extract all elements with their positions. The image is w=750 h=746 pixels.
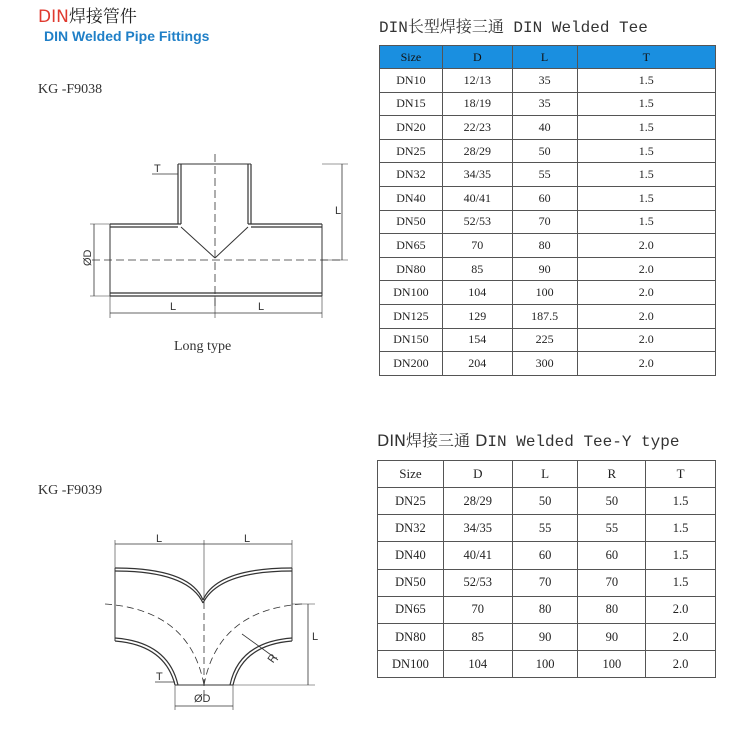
table-row xyxy=(378,623,716,650)
table-row xyxy=(380,281,716,305)
table-cell: 104 xyxy=(442,281,512,305)
table-cell: 90 xyxy=(512,623,578,650)
table-cell: 1.5 xyxy=(577,186,715,210)
table-cell: 40 xyxy=(512,116,577,140)
label-t-y: T xyxy=(156,671,163,683)
table-cell: 1.5 xyxy=(646,488,716,515)
label-l-vertical: L xyxy=(335,205,342,217)
caption-long-type: Long type xyxy=(174,339,232,354)
column-header-r: R xyxy=(578,461,646,488)
table-row xyxy=(380,116,716,140)
table2-title-cn: DIN焊接三通 D xyxy=(377,431,488,450)
table-cell: 28/29 xyxy=(443,488,512,515)
table2-title xyxy=(377,428,679,451)
product-code-f9039: KG -F9039 xyxy=(38,483,103,498)
table-cell: 104 xyxy=(443,651,512,678)
long-tee-drawing xyxy=(70,150,360,325)
table-cell: DN65 xyxy=(378,596,444,623)
table-cell: 40/41 xyxy=(443,542,512,569)
y-tee-drawing xyxy=(100,530,330,715)
table-cell: 22/23 xyxy=(442,116,512,140)
table-cell: 85 xyxy=(443,623,512,650)
table-cell: 1.5 xyxy=(577,139,715,163)
table-cell: 60 xyxy=(512,542,578,569)
column-header-t: T xyxy=(577,46,715,69)
table-cell: DN80 xyxy=(378,623,444,650)
table1-title-prefix: DIN xyxy=(379,19,408,37)
table-cell: 187.5 xyxy=(512,304,577,328)
table-cell: 2.0 xyxy=(577,352,715,376)
table-cell: 70 xyxy=(578,569,646,596)
table-cell: 85 xyxy=(442,257,512,281)
table-cell: DN32 xyxy=(380,163,443,187)
table-cell: 1.5 xyxy=(577,116,715,140)
din-welded-tee-y-table xyxy=(377,460,716,678)
label-l-left: L xyxy=(170,301,177,313)
table-cell: 70 xyxy=(442,234,512,258)
table-row xyxy=(378,651,716,678)
column-header-t: T xyxy=(646,461,716,488)
table-row xyxy=(380,352,716,376)
table-row xyxy=(380,328,716,352)
table-cell: DN50 xyxy=(380,210,443,234)
table-cell: 70 xyxy=(512,210,577,234)
table-cell: 154 xyxy=(442,328,512,352)
table1-header-row xyxy=(380,46,716,69)
table-cell: DN15 xyxy=(380,92,443,116)
column-header-l: L xyxy=(512,461,578,488)
table-cell: 80 xyxy=(512,234,577,258)
table-row xyxy=(380,234,716,258)
table-cell: 1.5 xyxy=(577,163,715,187)
table-cell: 1.5 xyxy=(577,210,715,234)
label-l-y-vertical: L xyxy=(312,631,319,643)
table2-title-en: IN Welded Tee-Y type xyxy=(487,433,680,451)
label-l-right: L xyxy=(258,301,265,313)
table-cell: 2.0 xyxy=(577,328,715,352)
table-cell: 28/29 xyxy=(442,139,512,163)
table-row xyxy=(378,569,716,596)
table-cell: 80 xyxy=(512,596,578,623)
table-cell: 2.0 xyxy=(646,651,716,678)
table-cell: 100 xyxy=(512,651,578,678)
column-header-l: L xyxy=(512,46,577,69)
table-cell: 35 xyxy=(512,69,577,93)
table-row xyxy=(380,163,716,187)
table-cell: DN32 xyxy=(378,515,444,542)
table1-title-en: DIN Welded Tee xyxy=(503,19,648,37)
table1-title-cn: 长型焊接三通 xyxy=(407,17,504,36)
table-cell: 1.5 xyxy=(577,69,715,93)
table-row xyxy=(380,257,716,281)
table-cell: 1.5 xyxy=(646,569,716,596)
table-row xyxy=(380,210,716,234)
table-cell: DN150 xyxy=(380,328,443,352)
table-cell: DN40 xyxy=(380,186,443,210)
table-cell: 90 xyxy=(578,623,646,650)
table-cell: DN10 xyxy=(380,69,443,93)
table-cell: 2.0 xyxy=(577,257,715,281)
table-cell: 100 xyxy=(512,281,577,305)
table-cell: 50 xyxy=(512,488,578,515)
table-cell: 100 xyxy=(578,651,646,678)
table-cell: 60 xyxy=(578,542,646,569)
product-code-f9038: KG -F9038 xyxy=(38,82,103,97)
table-cell: 40/41 xyxy=(442,186,512,210)
table-cell: 70 xyxy=(443,596,512,623)
label-t-long: T xyxy=(154,163,161,175)
table-cell: 80 xyxy=(578,596,646,623)
label-r: R xyxy=(265,651,281,666)
table-cell: DN100 xyxy=(380,281,443,305)
table-row xyxy=(380,69,716,93)
column-header-size: Size xyxy=(380,46,443,69)
table-cell: 34/35 xyxy=(442,163,512,187)
table-cell: 52/53 xyxy=(442,210,512,234)
table-cell: 1.5 xyxy=(577,92,715,116)
table-cell: 12/13 xyxy=(442,69,512,93)
table-cell: 52/53 xyxy=(443,569,512,596)
table-cell: 55 xyxy=(512,163,577,187)
label-od-y: ØD xyxy=(194,693,211,705)
table-cell: DN80 xyxy=(380,257,443,281)
page-title-en: DIN Welded Pipe Fittings xyxy=(44,28,210,44)
table-row xyxy=(378,542,716,569)
table-cell: 34/35 xyxy=(443,515,512,542)
table-cell: DN20 xyxy=(380,116,443,140)
table-cell: 2.0 xyxy=(577,281,715,305)
table-cell: 90 xyxy=(512,257,577,281)
table-cell: DN40 xyxy=(378,542,444,569)
din-welded-tee-table xyxy=(379,45,716,376)
table-cell: 1.5 xyxy=(646,542,716,569)
table-row xyxy=(380,186,716,210)
table-cell: 1.5 xyxy=(646,515,716,542)
table-cell: DN200 xyxy=(380,352,443,376)
table-cell: 55 xyxy=(512,515,578,542)
title-cn-rest: 焊接管件 xyxy=(68,7,137,27)
label-l-top-left: L xyxy=(156,533,163,545)
label-od-long: ØD xyxy=(82,249,94,266)
table-cell: 55 xyxy=(578,515,646,542)
table1-title xyxy=(379,14,648,37)
table-cell: 35 xyxy=(512,92,577,116)
table-row xyxy=(378,596,716,623)
table-row xyxy=(378,515,716,542)
table-cell: DN100 xyxy=(378,651,444,678)
label-l-top-right: L xyxy=(244,533,251,545)
table-row xyxy=(380,139,716,163)
table-cell: DN25 xyxy=(380,139,443,163)
table-cell: 2.0 xyxy=(646,596,716,623)
table-row xyxy=(380,92,716,116)
table-cell: DN65 xyxy=(380,234,443,258)
table-cell: 60 xyxy=(512,186,577,210)
table-cell: 225 xyxy=(512,328,577,352)
table-cell: 300 xyxy=(512,352,577,376)
column-header-d: D xyxy=(443,461,512,488)
table-cell: 129 xyxy=(442,304,512,328)
table2-header-row xyxy=(378,461,716,488)
table-cell: DN50 xyxy=(378,569,444,596)
table-cell: 2.0 xyxy=(577,304,715,328)
table-cell: 50 xyxy=(512,139,577,163)
table-cell: 204 xyxy=(442,352,512,376)
table-cell: 2.0 xyxy=(577,234,715,258)
table-cell: 18/19 xyxy=(442,92,512,116)
column-header-size: Size xyxy=(378,461,444,488)
table-cell: DN25 xyxy=(378,488,444,515)
table-cell: 70 xyxy=(512,569,578,596)
column-header-d: D xyxy=(442,46,512,69)
title-cn-red: DIN xyxy=(38,7,69,27)
table-row xyxy=(378,488,716,515)
page-title-cn xyxy=(38,2,137,27)
table-cell: 50 xyxy=(578,488,646,515)
table-row xyxy=(380,304,716,328)
table-cell: DN125 xyxy=(380,304,443,328)
table-cell: 2.0 xyxy=(646,623,716,650)
